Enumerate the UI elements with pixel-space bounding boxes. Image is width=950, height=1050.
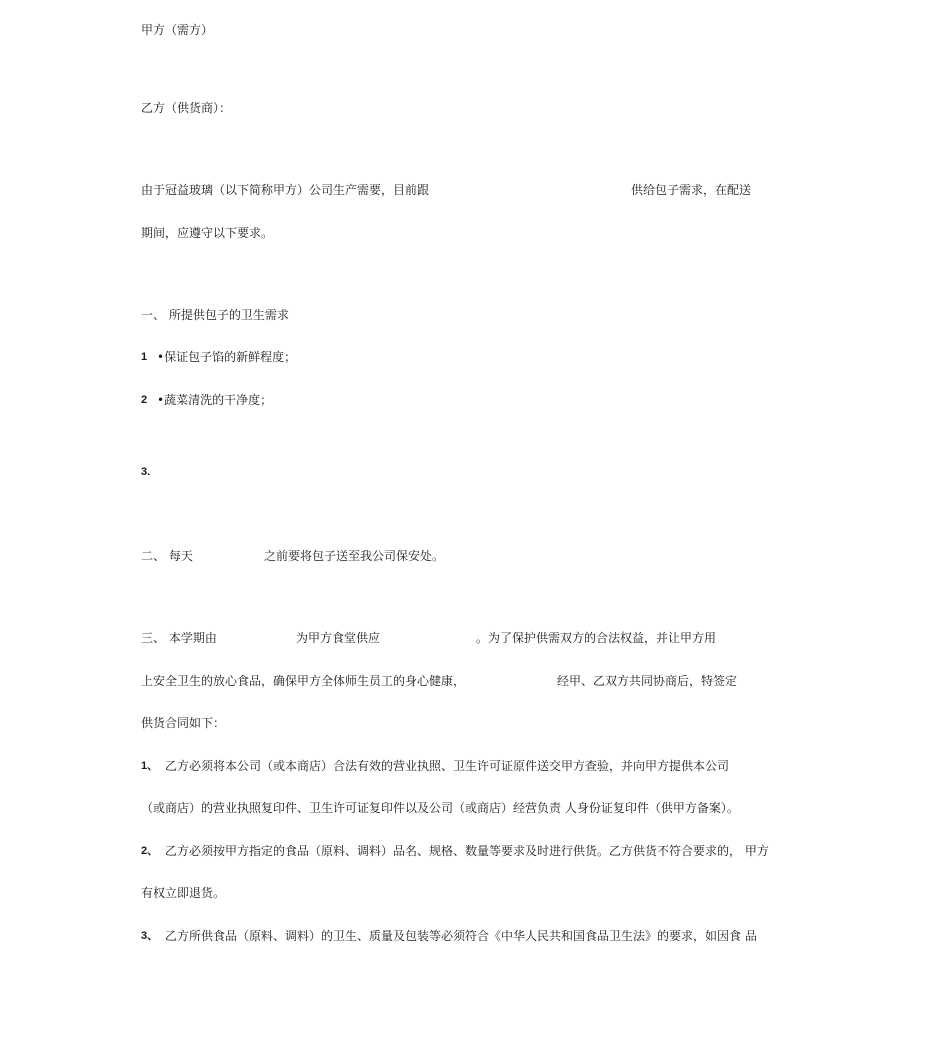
clause-3-number: 3、 [141,930,159,942]
intro-line-1-start: 由于冠益玻璃（以下简称甲方）公司生产需要，目前跟 [141,183,430,197]
clause-2-line-2: 有权立即退货。 [141,886,226,900]
clause-3-text: 乙方所供食品（原料、调料）的卫生、质量及包装等必须符合《中华人民共和国食品卫生法》的要求，如因食 品 [165,929,757,943]
section-1-heading: 一、 所提供包子的卫生需求 [141,308,289,322]
section-3-line-3: 供货合同如下： [141,716,226,730]
clause-1-line-2: （或商店）的营业执照复印件、卫生许可证复印件以及公司（或商店）经营负责 人身份证复印件（供甲方备案）。 [141,801,739,815]
section-3-line-2-start: 上安全卫生的放心食品，确保甲方全体师生员工的身心健康， [141,674,466,688]
clause-1-number: 1、 [141,760,159,772]
clause-2-number: 2、 [141,845,159,857]
clause-1-text: 乙方必须将本公司（或本商店）合法有效的营业执照、卫生许可证原件送交甲方查验，并向甲方提供本公司 [165,759,730,773]
section-3-label: 三、 本学期由 [141,631,217,645]
party-b-label: 乙方（供货商）： [141,101,232,115]
section-2-label: 二、 每天 [141,549,193,563]
section-2-text: 之前要将包子送至我公司保安处。 [264,549,445,563]
list-item-number: 3. [141,466,151,478]
intro-line-2: 期间，应遵守以下要求。 [141,226,274,240]
intro-line-1-end: 供给包子需求，在配送 [631,183,752,197]
list-item-text: •保证包子馅的新鲜程度； [157,350,297,364]
list-item-number: 1 [141,351,148,363]
list-item-text: •蔬菜清洗的干净度； [157,393,273,407]
party-a-label: 甲方（需方） [141,23,214,37]
section-3-mid: 为甲方食堂供应 [296,631,381,645]
section-3-tail: 。为了保护供需双方的合法权益，并让甲方用 [476,631,717,645]
list-item-number: 2 [141,394,148,406]
clause-2-text: 乙方必须按甲方指定的食品（原料、调料）品名、规格、数量等要求及时进行供货。乙方供货不符合要求的， 甲方 [165,844,769,858]
section-3-line-2-end: 经甲、乙双方共同协商后，特签定 [557,674,738,688]
